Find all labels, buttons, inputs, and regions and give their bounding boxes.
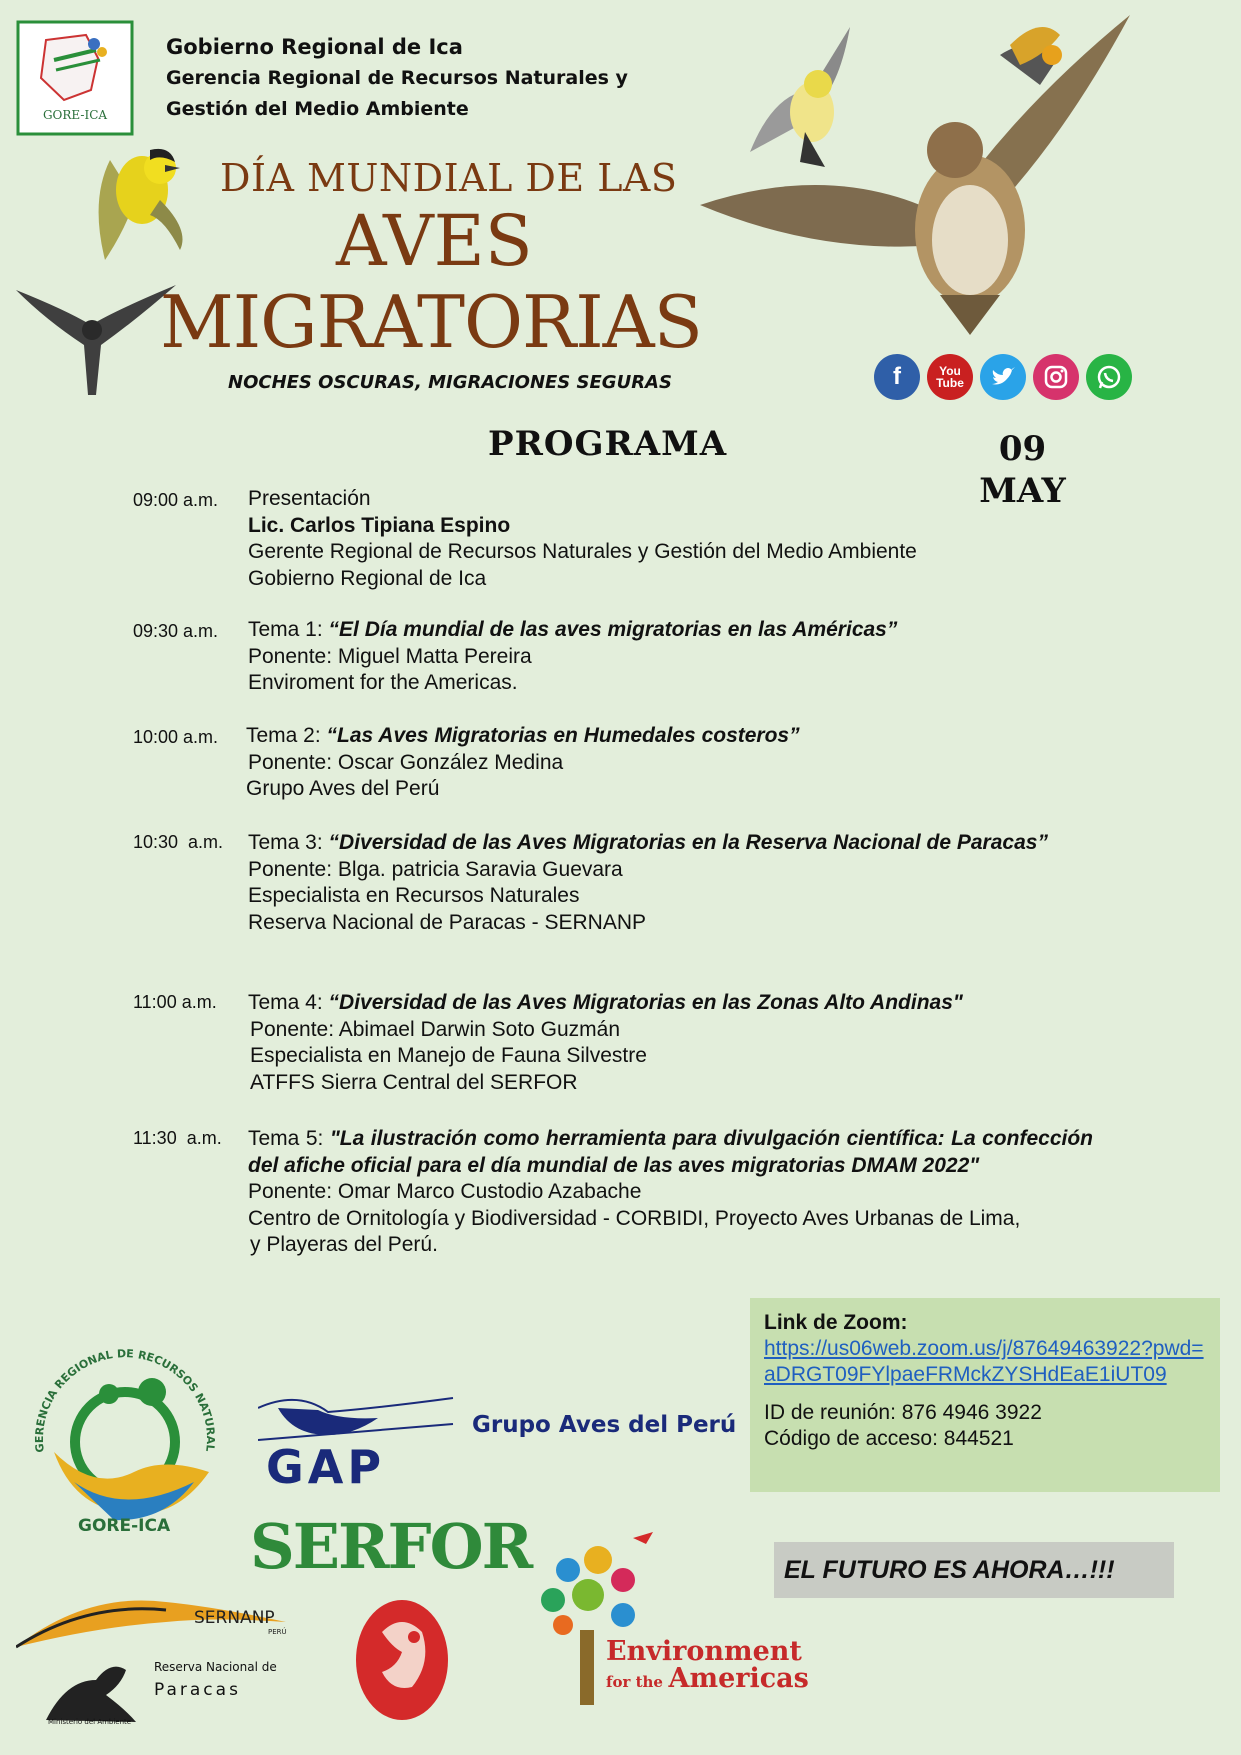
schedule-speaker: Ponente: Omar Marco Custodio Azabache — [248, 1180, 642, 1203]
schedule-content — [248, 486, 1118, 592]
title-line1: DÍA MUNDIAL DE LAS — [220, 156, 678, 200]
youtube-icon[interactable] — [927, 354, 973, 400]
yellow-warbler-illustration — [80, 140, 195, 265]
ministerio-text: Ministerio del Ambiente — [48, 1718, 132, 1726]
schedule-line1: Especialista en Manejo de Fauna Silvestre — [250, 1044, 647, 1067]
schedule-label: Tema 3: — [248, 831, 329, 854]
gore-ica-header-logo — [16, 20, 134, 136]
schedule-title: “El Día mundial de las aves migratorias en las Américas” — [328, 618, 898, 641]
schedule-speaker: Ponente: Oscar González Medina — [248, 750, 564, 774]
schedule-speaker: Ponente: Miguel Matta Pereira — [248, 644, 532, 668]
event-date-month: MAY — [979, 471, 1066, 511]
header-line3: Gestión del Medio Ambiente — [166, 98, 469, 120]
schedule-time: 10:00 a.m. — [133, 727, 219, 747]
schedule-time: 09:00 a.m. — [133, 490, 219, 510]
schedule-content — [246, 723, 1116, 803]
schedule-content — [248, 990, 1118, 1096]
efta-line3: Americas — [668, 1663, 809, 1694]
schedule-title: “Las Aves Migratorias en Humedales costeros” — [326, 724, 800, 747]
schedule-title: "La ilustración como herramienta para divulgación científica: La confección del afiche oficial para el día mundial de las aves migratorias DMAM 2022" — [248, 1127, 1093, 1177]
efta-line2: for the — [606, 1673, 663, 1691]
schedule-speaker: Ponente: Abimael Darwin Soto Guzmán — [250, 1017, 621, 1041]
sernanp-logo — [16, 1592, 296, 1742]
schedule-label: Presentación — [248, 487, 371, 510]
gore-ring-text: GERENCIA REGIONAL DE RECURSOS NATURAL — [32, 1347, 218, 1454]
gore-ica-logo-label: GORE-ICA — [78, 1516, 171, 1536]
schedule-line2: Gobierno Regional de Ica — [248, 566, 487, 590]
programa-heading: PROGRAMA — [488, 424, 728, 464]
gap-name: Grupo Aves del Perú — [472, 1412, 737, 1438]
schedule-time: 09:30 a.m. — [133, 621, 219, 641]
schedule-title: “Diversidad de las Aves Migratorias en las Zonas Alto Andinas" — [328, 991, 963, 1014]
schedule-line2: ATFFS Sierra Central del SERFOR — [250, 1070, 578, 1094]
title-subtitle: NOCHES OSCURAS, MIGRACIONES SEGURAS — [228, 372, 672, 393]
zoom-heading: Link de Zoom: — [764, 1311, 908, 1334]
youtube-tube-text: Tube — [936, 376, 964, 390]
twitter-icon[interactable] — [980, 354, 1026, 400]
schedule-speaker: Ponente: Blga. patricia Saravia Guevara — [248, 857, 623, 881]
schedule-label: Tema 5: — [248, 1127, 330, 1150]
zoom-meeting-id: ID de reunión: 876 4946 3922 — [764, 1401, 1042, 1424]
schedule-line1: Especialista en Recursos Naturales — [248, 884, 580, 907]
schedule-line1: Enviroment for the Americas. — [248, 671, 518, 694]
gap-logo — [258, 1390, 458, 1494]
paracas-line1: Reserva Nacional de — [154, 1660, 277, 1674]
schedule-line1: Grupo Aves del Perú — [246, 777, 440, 800]
schedule-time: 11:30 a.m. — [133, 1128, 222, 1148]
efta-text — [606, 1636, 809, 1694]
efta-line1: Environment — [606, 1636, 802, 1667]
red-emblem-logo — [352, 1592, 452, 1722]
schedule-line2: y Playeras del Perú. — [250, 1233, 438, 1256]
schedule-speaker: Lic. Carlos Tipiana Espino — [248, 513, 511, 537]
schedule-label: Tema 4: — [248, 991, 329, 1014]
serfor-logo: SERFOR — [250, 1510, 532, 1583]
event-date-day: 09 — [998, 429, 1047, 469]
schedule-content — [248, 1126, 1118, 1259]
whatsapp-icon[interactable] — [1086, 354, 1132, 400]
header-line2: Gerencia Regional de Recursos Naturales y — [166, 67, 628, 89]
schedule-label: Tema 1: — [248, 618, 329, 641]
gore-ica-header-label: GORE-ICA — [42, 108, 108, 122]
dark-bird-illustration — [16, 280, 176, 405]
header-title — [166, 32, 628, 125]
schedule-time: 10:30 a.m. — [133, 832, 224, 852]
schedule-label: Tema 2: — [246, 724, 327, 747]
schedule-line1: Gerente Regional de Recursos Naturales y Gestión del Medio Ambiente — [248, 540, 917, 563]
gap-letters: GAP — [266, 1440, 386, 1494]
zoom-link[interactable]: https://us06web.zoom.us/j/87649463922?pwd=aDRGT09FYlpaeFRMckZYSHdEaE1iUT09 — [764, 1337, 1204, 1386]
schedule-content — [248, 830, 1118, 936]
paracas-line2: Paracas — [154, 1680, 241, 1700]
social-icons — [874, 354, 1132, 400]
title-line3: MIGRATORIAS — [160, 280, 702, 364]
thrush-flying-illustration — [700, 15, 1190, 345]
futuro-banner: EL FUTURO ES AHORA…!!! — [774, 1542, 1174, 1598]
facebook-icon[interactable]: f — [874, 354, 920, 400]
title-line2: AVES — [336, 200, 533, 282]
header-line1: Gobierno Regional de Ica — [166, 35, 463, 59]
gore-ica-logo — [14, 1322, 236, 1544]
instagram-icon[interactable] — [1033, 354, 1079, 400]
sernanp-peru: PERÚ — [268, 1628, 287, 1636]
schedule-line2: Reserva Nacional de Paracas - SERNANP — [248, 910, 646, 934]
sernanp-text: SERNANP — [194, 1608, 275, 1628]
youtube-you-text: You — [939, 364, 961, 378]
zoom-info-box — [750, 1298, 1220, 1492]
schedule-line1: Centro de Ornitología y Biodiversidad - CORBIDI, Proyecto Aves Urbanas de Lima, — [248, 1206, 1021, 1230]
schedule-time: 11:00 a.m. — [133, 992, 217, 1012]
zoom-passcode: Código de acceso: 844521 — [764, 1427, 1014, 1450]
schedule-content — [248, 617, 1118, 697]
schedule-title: “Diversidad de las Aves Migratorias en la Reserva Nacional de Paracas” — [328, 831, 1048, 854]
